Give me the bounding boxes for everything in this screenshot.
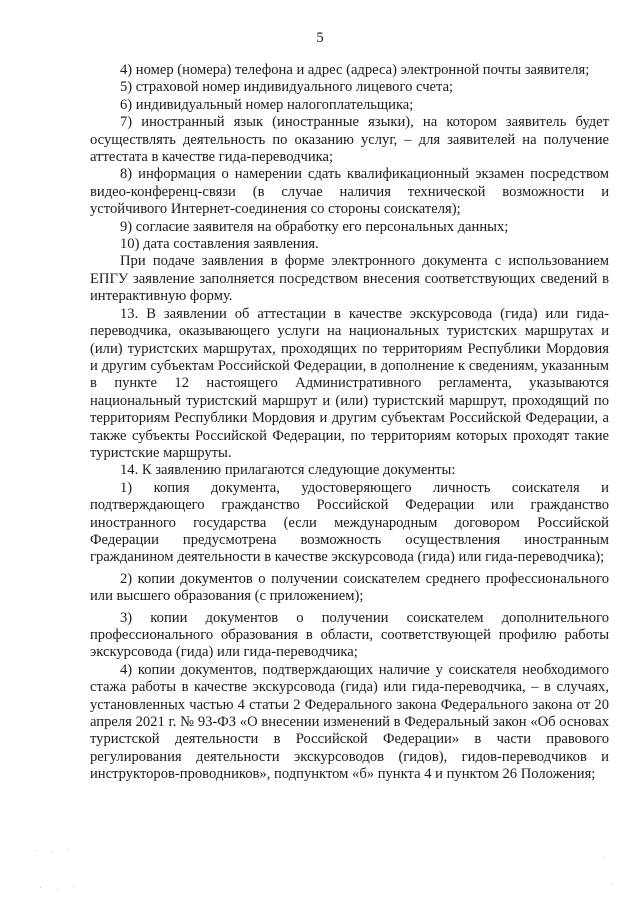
scan-speck bbox=[604, 857, 605, 858]
paragraph-section-13: 13. В заявлении об аттестации в качестве экскурсовода (гида) или гида-переводчика, оказывающего услуги на национальных туристских маршрутах и (или) туристских маршрутах, проходящих по территориям Республики Мордовия и другим субъектам Российской Федерации, в дополнение к сведениям, указанным в пункте 12 настоящего Административного регламента, указываются национальный туристский маршрут и (или) туристский маршрут, проходящий по территориям Республики Мордовия и другим субъектам Российской Федерации, а также субъекты Российской Федерации, по территориям которых проходят такие туристские маршруты. bbox=[90, 305, 609, 461]
paragraph-item-10-date: 10) дата составления заявления. bbox=[120, 236, 319, 253]
document-body bbox=[90, 62, 609, 784]
scan-speck bbox=[612, 884, 613, 885]
paragraph-epgu-submission: При подаче заявления в форме электронного документа с использованием ЕПГУ заявление заполняется посредством внесения соответствующих сведений в интерактивную форму. bbox=[90, 253, 609, 305]
paragraph-item-7-languages: 7) иностранный язык (иностранные языки), на котором заявитель будет осуществлять деятельность по оказанию услуг, – для заявителей на получение аттестата в качестве гида-переводчика; bbox=[90, 114, 609, 166]
paragraph-item-5-snils: 5) страховой номер индивидуального лицевого счета; bbox=[120, 79, 454, 96]
paragraph-item-9-consent: 9) согласие заявителя на обработку его персональных данных; bbox=[120, 218, 509, 235]
paragraph-item-4-phone-email: 4) номер (номера) телефона и адрес (адреса) электронной почты заявителя; bbox=[120, 62, 590, 78]
scan-speck bbox=[74, 886, 75, 887]
page-number: 5 bbox=[316, 30, 324, 46]
paragraph-item-8-video-exam: 8) информация о намерении сдать квалификационный экзамен посредством видео-конференц-связи (в случае наличия технической возможности и устойчивого Интернет-соединения со стороны соискателя); bbox=[90, 166, 609, 218]
paragraph-doc-1-identity: 1) копия документа, удостоверяющего личность соискателя и подтверждающего гражданство Российской Федерации или гражданство иностранного государства (если международным договором Российской Федерации предусмотрена возможность осуществления иностранным гражданином деятельности в качестве экскурсовода (гида) или гида-переводчика); bbox=[90, 479, 609, 566]
paragraph-doc-3-additional-education: 3) копии документов о получении соискателем дополнительного профессионального образования в области, соответствующей профилю работы экскурсовода (гида) или гида-переводчика; bbox=[90, 609, 609, 661]
scan-speck bbox=[36, 850, 37, 851]
scan-speck bbox=[40, 887, 41, 888]
paragraph-section-14: 14. К заявлению прилагаются следующие документы: bbox=[120, 462, 456, 479]
paragraph-doc-4-experience: 4) копии документов, подтверждающих наличие у соискателя необходимого стажа работы в качестве экскурсовода (гида) или гида-переводчика, – в случаях, установленных частью 4 статьи 2 Федерального закона Федерального закона от 20 апреля 2021 г. № 93-ФЗ «О внесении изменений в Федеральный закон «Об основах туристской деятельности в Российской Федерации» в части правового регулирования деятельности экскурсоводов (гидов), гидов-переводчиков и инструкторов-проводников», подпунктом «б» пункта 4 и пунктом 26 Положения; bbox=[90, 661, 609, 783]
scan-speck bbox=[52, 852, 53, 853]
scan-speck bbox=[68, 849, 69, 850]
paragraph-doc-2-education: 2) копии документов о получении соискателем среднего профессионального или высшего образования (с приложением); bbox=[90, 570, 609, 605]
scan-speck bbox=[58, 889, 59, 890]
paragraph-item-6-inn: 6) индивидуальный номер налогоплательщика; bbox=[120, 96, 414, 113]
